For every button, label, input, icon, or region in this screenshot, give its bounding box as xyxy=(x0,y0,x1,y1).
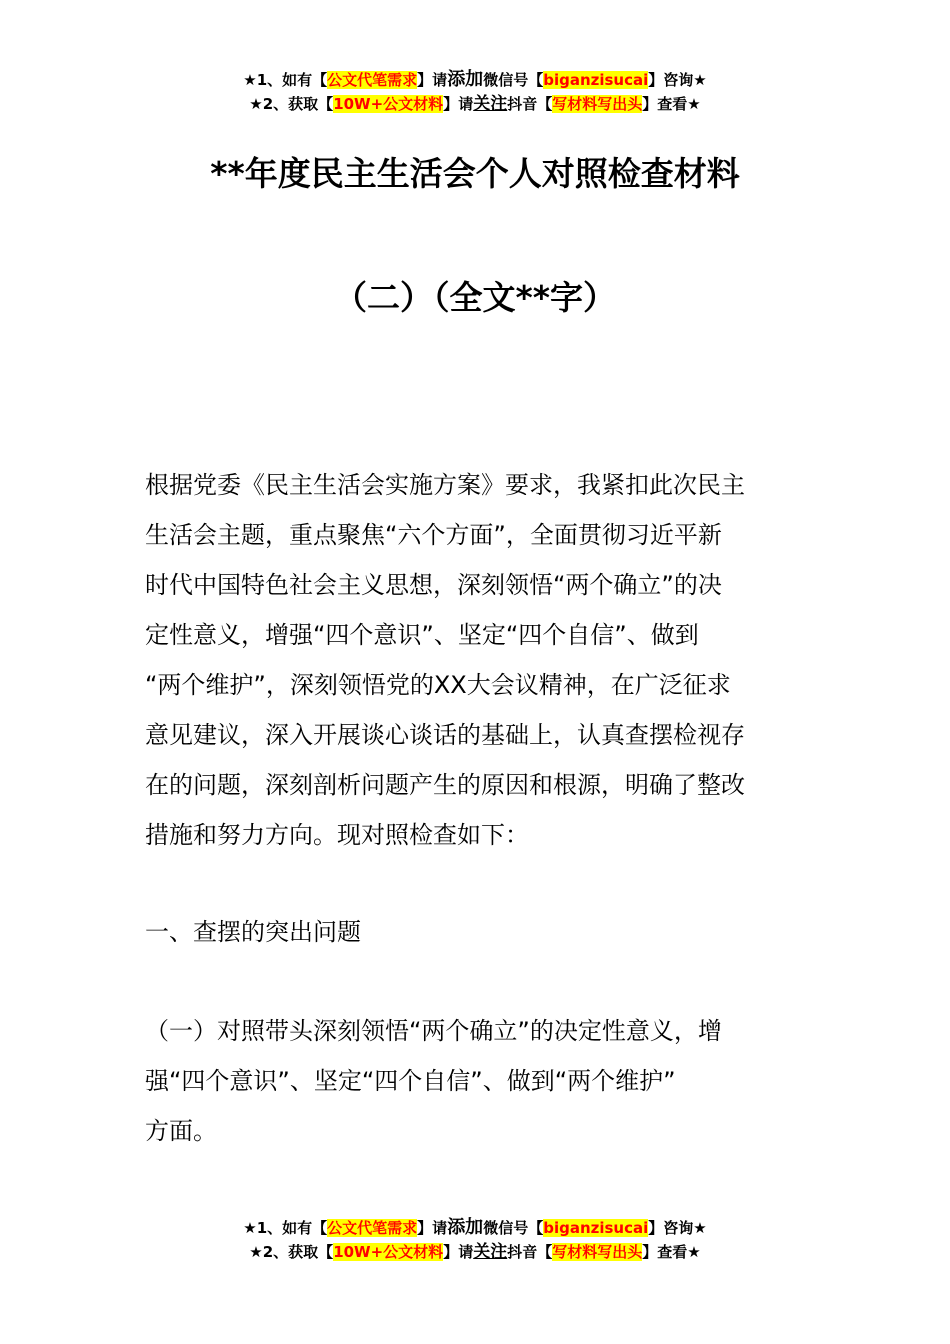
section-heading xyxy=(145,907,807,957)
promo-line-1: ★1、如有【公文代笔需求】请添加微信号【biganzisucai】咨询★ xyxy=(243,1217,707,1238)
top-promo-banner xyxy=(0,68,950,116)
promo-highlight: 公文代笔需求 xyxy=(327,71,418,89)
text-line: 措施和努力方向。现对照检查如下： xyxy=(145,821,529,849)
promo-highlight: 10W+公文材料 xyxy=(333,1243,444,1261)
text-line: 意见建议，深入开展谈心谈话的基础上，认真查摆检视存 xyxy=(145,721,745,749)
text-line: 在的问题，深刻剖析问题产生的原因和根源，明确了整改 xyxy=(145,771,745,799)
wechat-id: biganzisucai xyxy=(543,71,649,89)
text-line: 生活会主题，重点聚焦“六个方面”，全面贯彻习近平新 xyxy=(145,521,722,549)
bottom-promo-banner xyxy=(0,1216,950,1264)
text-line: “两个维护”，深刻领悟党的XX大会议精神，在广泛征求 xyxy=(145,671,731,699)
text-line: 定性意义，增强“四个意识”、坚定“四个自信”、做到 xyxy=(145,621,699,649)
subsection-paragraph xyxy=(145,1006,807,1156)
text-line: 一、查摆的突出问题 xyxy=(145,918,361,946)
document-title: **年度民主生活会个人对照检查材料 xyxy=(210,154,740,193)
text-line: 方面。 xyxy=(145,1117,217,1145)
promo-highlight: 公文代笔需求 xyxy=(327,1219,418,1237)
text-line: 根据党委《民主生活会实施方案》要求，我紧扣此次民主 xyxy=(145,471,745,499)
promo-line-1: ★1、如有【公文代笔需求】请添加微信号【biganzisucai】咨询★ xyxy=(243,69,707,90)
douyin-id: 写材料写出头 xyxy=(552,1243,643,1261)
text-line: （一）对照带头深刻领悟“两个确立”的决定性意义，增 xyxy=(145,1017,722,1045)
promo-line-2: ★2、获取【10W+公文材料】请关注抖音【写材料写出头】查看★ xyxy=(249,1242,701,1262)
promo-line-2: ★2、获取【10W+公文材料】请关注抖音【写材料写出头】查看★ xyxy=(249,94,701,114)
text-line: 时代中国特色社会主义思想，深刻领悟“两个确立”的决 xyxy=(145,571,722,599)
douyin-id: 写材料写出头 xyxy=(552,95,643,113)
promo-highlight: 10W+公文材料 xyxy=(333,95,444,113)
text-line: 强“四个意识”、坚定“四个自信”、做到“两个维护” xyxy=(145,1067,676,1095)
document-subtitle: （二）（全文**字） xyxy=(333,278,616,317)
intro-paragraph xyxy=(145,460,807,860)
wechat-id: biganzisucai xyxy=(543,1219,649,1237)
